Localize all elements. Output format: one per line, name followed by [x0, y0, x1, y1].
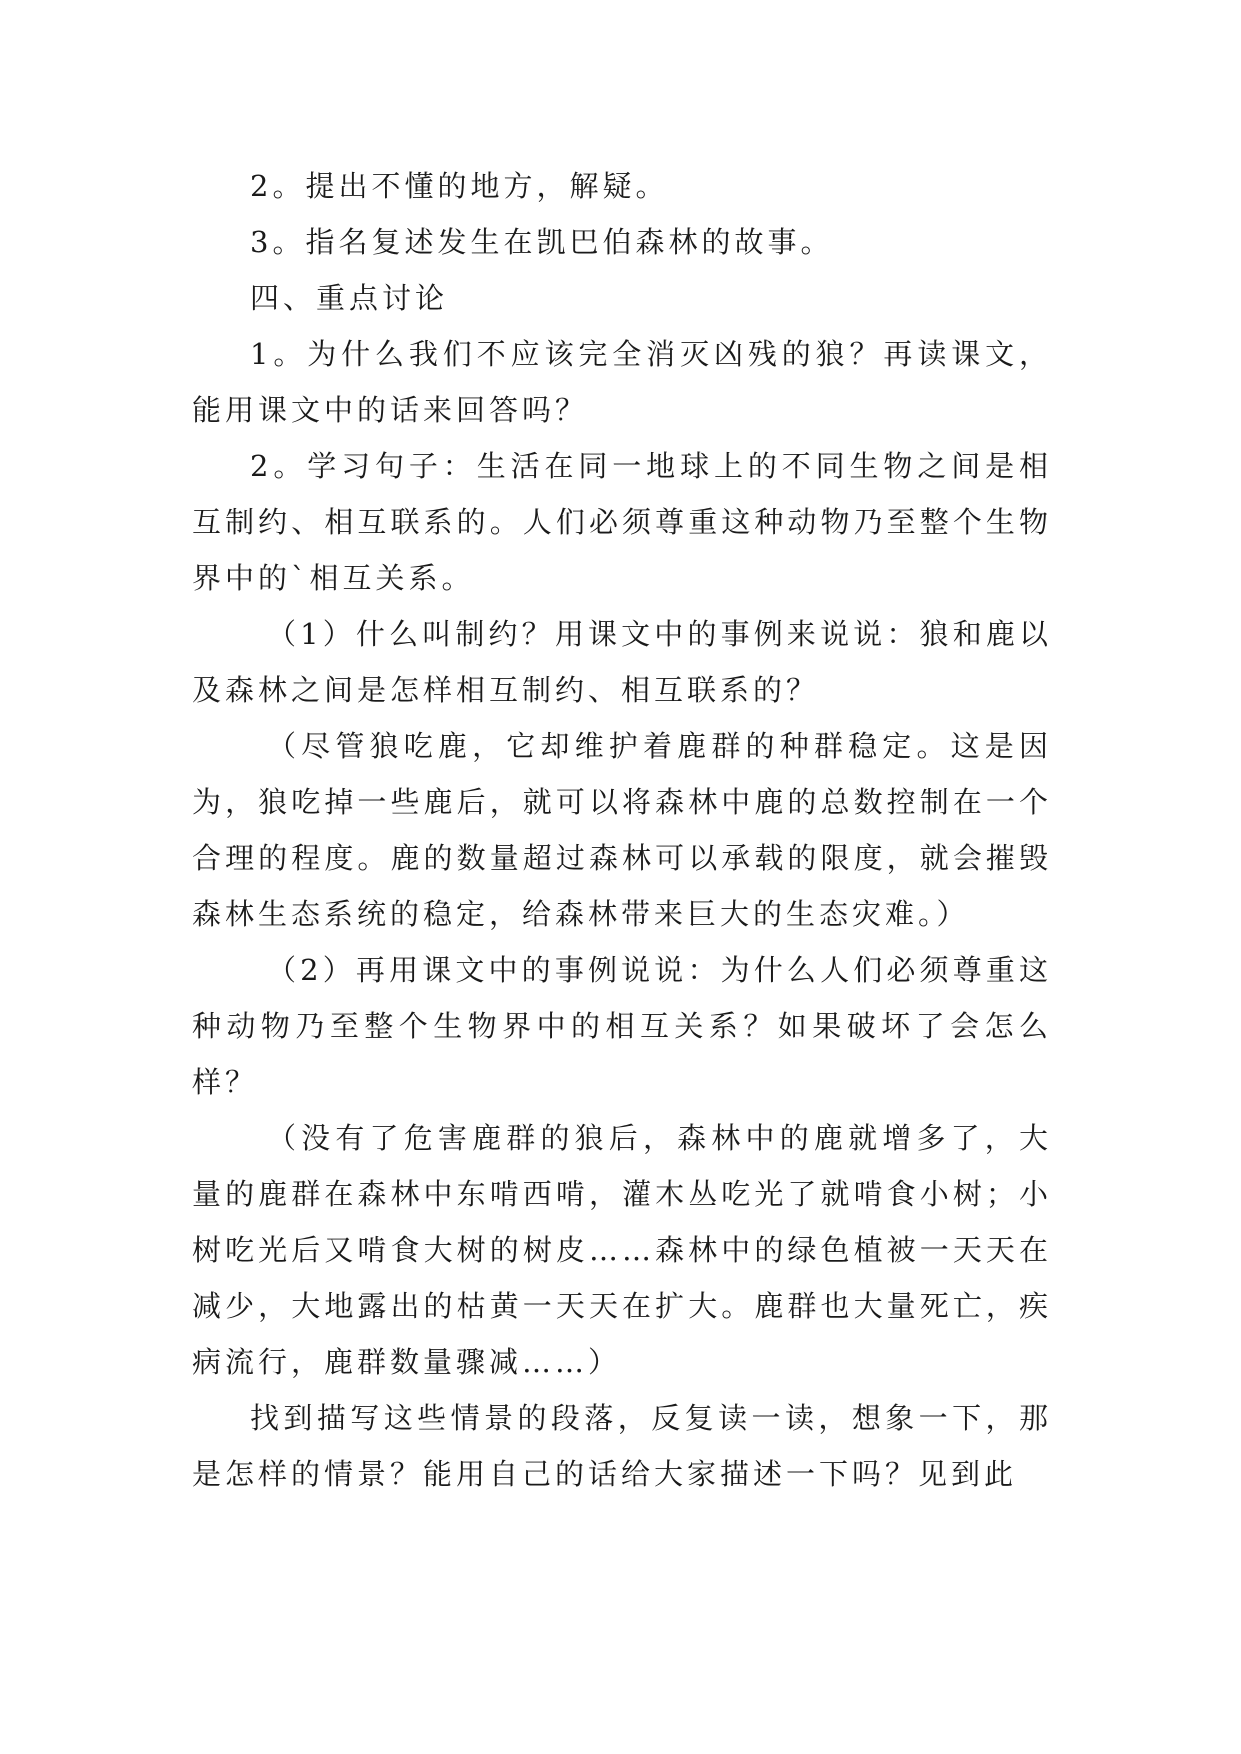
paragraph-step-2: 2。提出不懂的地方，解疑。 [250, 169, 669, 203]
document-body [192, 158, 1052, 1502]
paragraph-answer-2: （没有了危害鹿群的狼后，森林中的鹿就增多了，大量的鹿群在森林中东啃西啃，灌木丛吃光了就啃食小树；小树吃光后又啃食大树的树皮……森林中的绿色植被一天天在减少，大地露出的枯黄一天天在扩大。鹿群也大量死亡，疾病流行，鹿群数量骤减……） [192, 1121, 1052, 1379]
paragraph-step-3: 3。指名复述发生在凯巴伯森林的故事。 [250, 225, 834, 259]
paragraph-subquestion-2: （2）再用课文中的事例说说：为什么人们必须尊重这种动物乃至整个生物界中的相互关系？如果破坏了会怎么样？ [192, 953, 1052, 1099]
paragraph-answer-1: （尽管狼吃鹿，它却维护着鹿群的种群稳定。这是因为，狼吃掉一些鹿后，就可以将森林中鹿的总数控制在一个合理的程度。鹿的数量超过森林可以承载的限度，就会摧毁森林生态系统的稳定，给森林带来巨大的生态灾难。） [192, 729, 1052, 931]
paragraph-question-2: 2。学习句子：生活在同一地球上的不同生物之间是相互制约、相互联系的。人们必须尊重这种动物乃至整个生物界中的`相互关系。 [192, 449, 1052, 595]
paragraph-reading-task: 找到描写这些情景的段落，反复读一读，想象一下，那是怎样的情景？能用自己的话给大家描述一下吗？见到此 [192, 1401, 1052, 1491]
section-heading-discussion: 四、重点讨论 [250, 281, 449, 315]
paragraph-subquestion-1: （1）什么叫制约？用课文中的事例来说说：狼和鹿以及森林之间是怎样相互制约、相互联系的？ [192, 617, 1052, 707]
paragraph-question-1: 1。为什么我们不应该完全消灭凶残的狼？再读课文，能用课文中的话来回答吗？ [192, 337, 1052, 427]
